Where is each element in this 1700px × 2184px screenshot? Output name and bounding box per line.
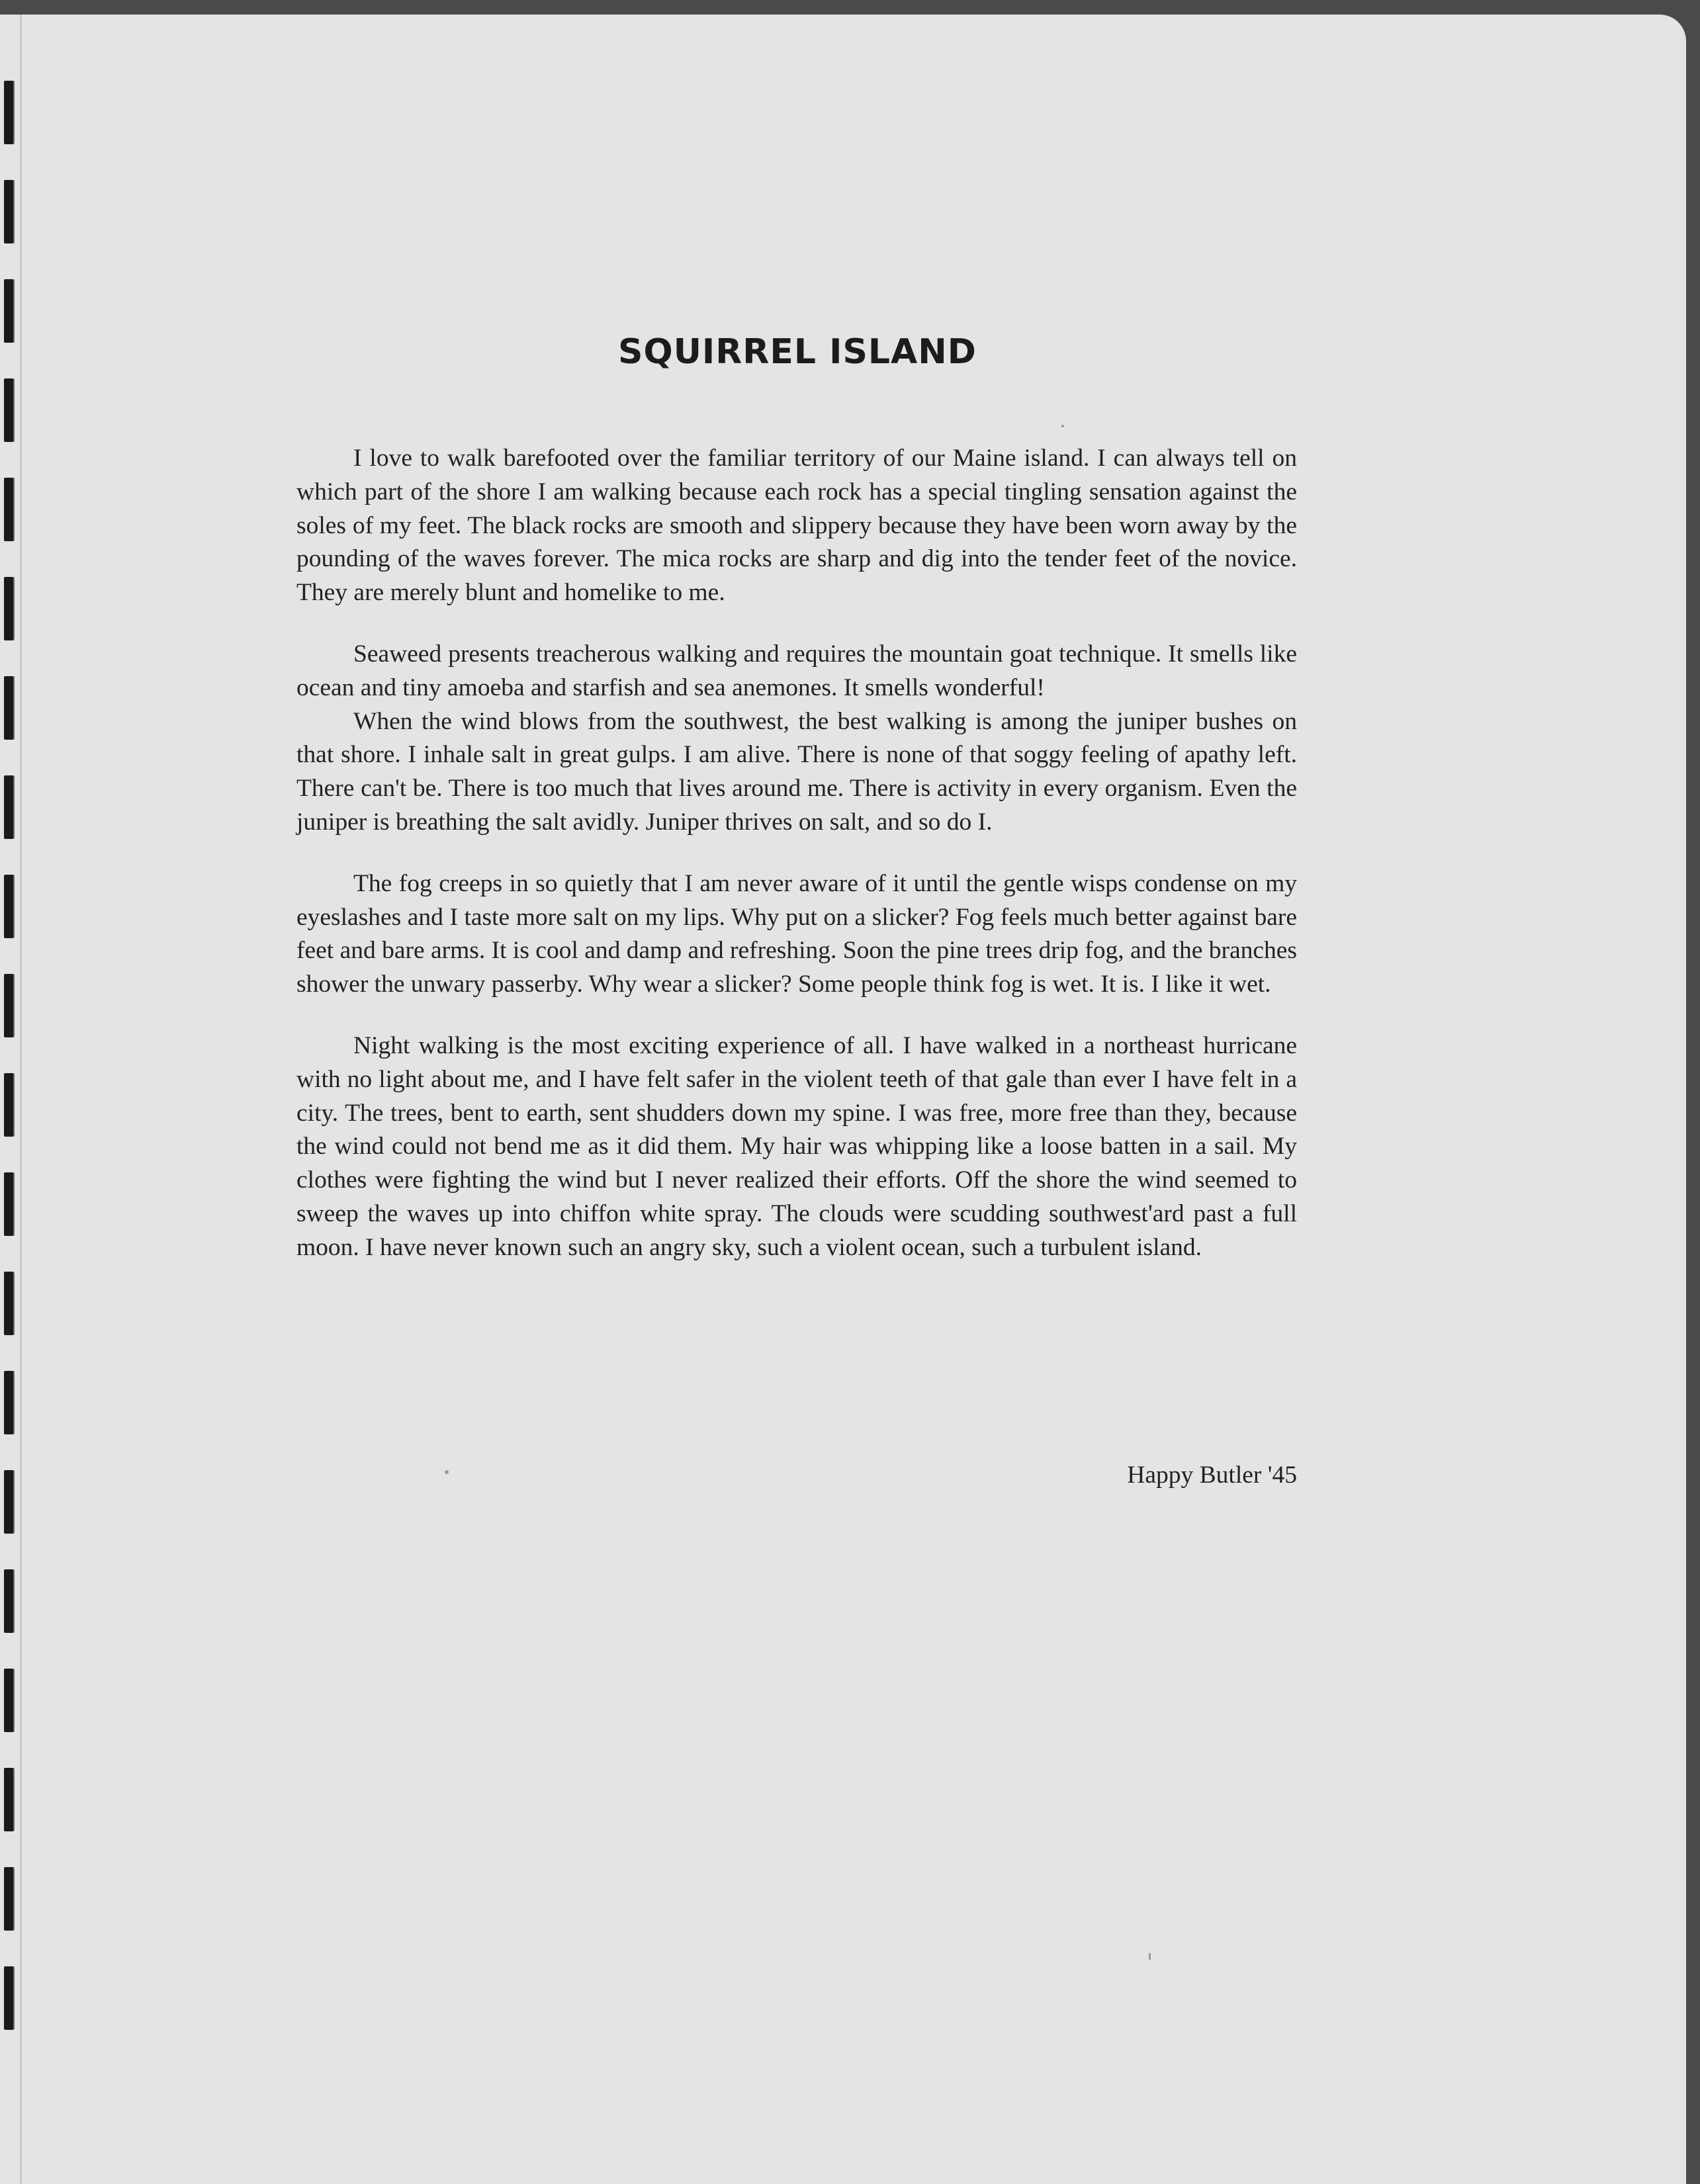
binding-hole	[4, 775, 13, 839]
paper-speck	[1149, 1953, 1151, 1960]
binding-hole	[4, 1172, 13, 1236]
paper-speck	[445, 1470, 449, 1474]
binding-hole	[4, 974, 13, 1037]
binding-hole	[4, 676, 13, 740]
binding-hole	[4, 577, 13, 640]
binding-hole	[4, 1073, 13, 1137]
binding-hole	[4, 1371, 13, 1434]
essay-body	[296, 442, 1297, 1265]
binding-hole	[4, 1768, 13, 1831]
paragraph: Night walking is the most exciting experience of all. I have walked in a northeast hurricane with no light about me, and I have felt safer in the violent teeth of that gale than ever I have felt in a city. The trees, bent to earth, sent shudders down my spine. I was free, more free than they, because the wind could not bend me as it did them. My hair was whipping like a loose batten in a sail. My clothes were fighting the wind but I never realized their efforts. Off the shore the wind seemed to sweep the waves up into chiffon white spray. The clouds were scudding southwest'ard past a full moon. I have never known such an angry sky, such a violent ocean, such a turbulent island.	[296, 1031, 1297, 1261]
binding-hole	[4, 1669, 13, 1732]
binding-hole	[4, 1867, 13, 1931]
binding-hole	[4, 378, 13, 442]
binding-hole	[4, 180, 13, 243]
paper-speck	[1061, 425, 1064, 427]
author-signature: Happy Butler '45	[1127, 1462, 1297, 1489]
binding-hole	[4, 1966, 13, 2030]
paragraph: I love to walk barefooted over the familiar territory of our Maine island. I can always tell on which part of the shore I am walking because each rock has a special tingling sensation against the soles of my feet. The black rocks are smooth and slippery because they have been worn away by the pounding of the waves forever. The mica rocks are sharp and dig into the tender feet of the novice. They are merely blunt and homelike to me.	[296, 445, 1297, 607]
paragraph: The fog creeps in so quietly that I am never aware of it until the gentle wisps condense on my eyeslashes and I taste more salt on my lips. Why put on a slicker? Fog feels much better against bare feet and bare arms. It is cool and damp and refreshing. Soon the pine trees drip fog, and the branches shower the unwary passerby. Why wear a slicker? Some people think fog is wet. It is. I like it wet.	[296, 869, 1297, 998]
binding-hole	[4, 1272, 13, 1335]
binding-hole	[4, 1470, 13, 1534]
binding-hole	[4, 1569, 13, 1633]
page-title: SQUIRREL ISLAND	[618, 332, 977, 372]
binding-hole	[4, 875, 13, 938]
page	[0, 15, 1686, 2184]
paragraph: When the wind blows from the southwest, the best walking is among the juniper bushes on that shore. I inhale salt in great gulps. I am alive. There is none of that soggy feeling of apathy left. There can't be. There is too much that lives around me. There is activity in every organism. Even the juniper is breathing the salt avidly. Juniper thrives on salt, and so do I.	[296, 707, 1297, 836]
binding-hole	[4, 81, 13, 144]
binding-hole	[4, 478, 13, 541]
paragraph: Seaweed presents treacherous walking and requires the mountain goat technique. It smells like ocean and tiny amoeba and starfish and sea anemones. It smells wonderful!	[296, 640, 1297, 701]
